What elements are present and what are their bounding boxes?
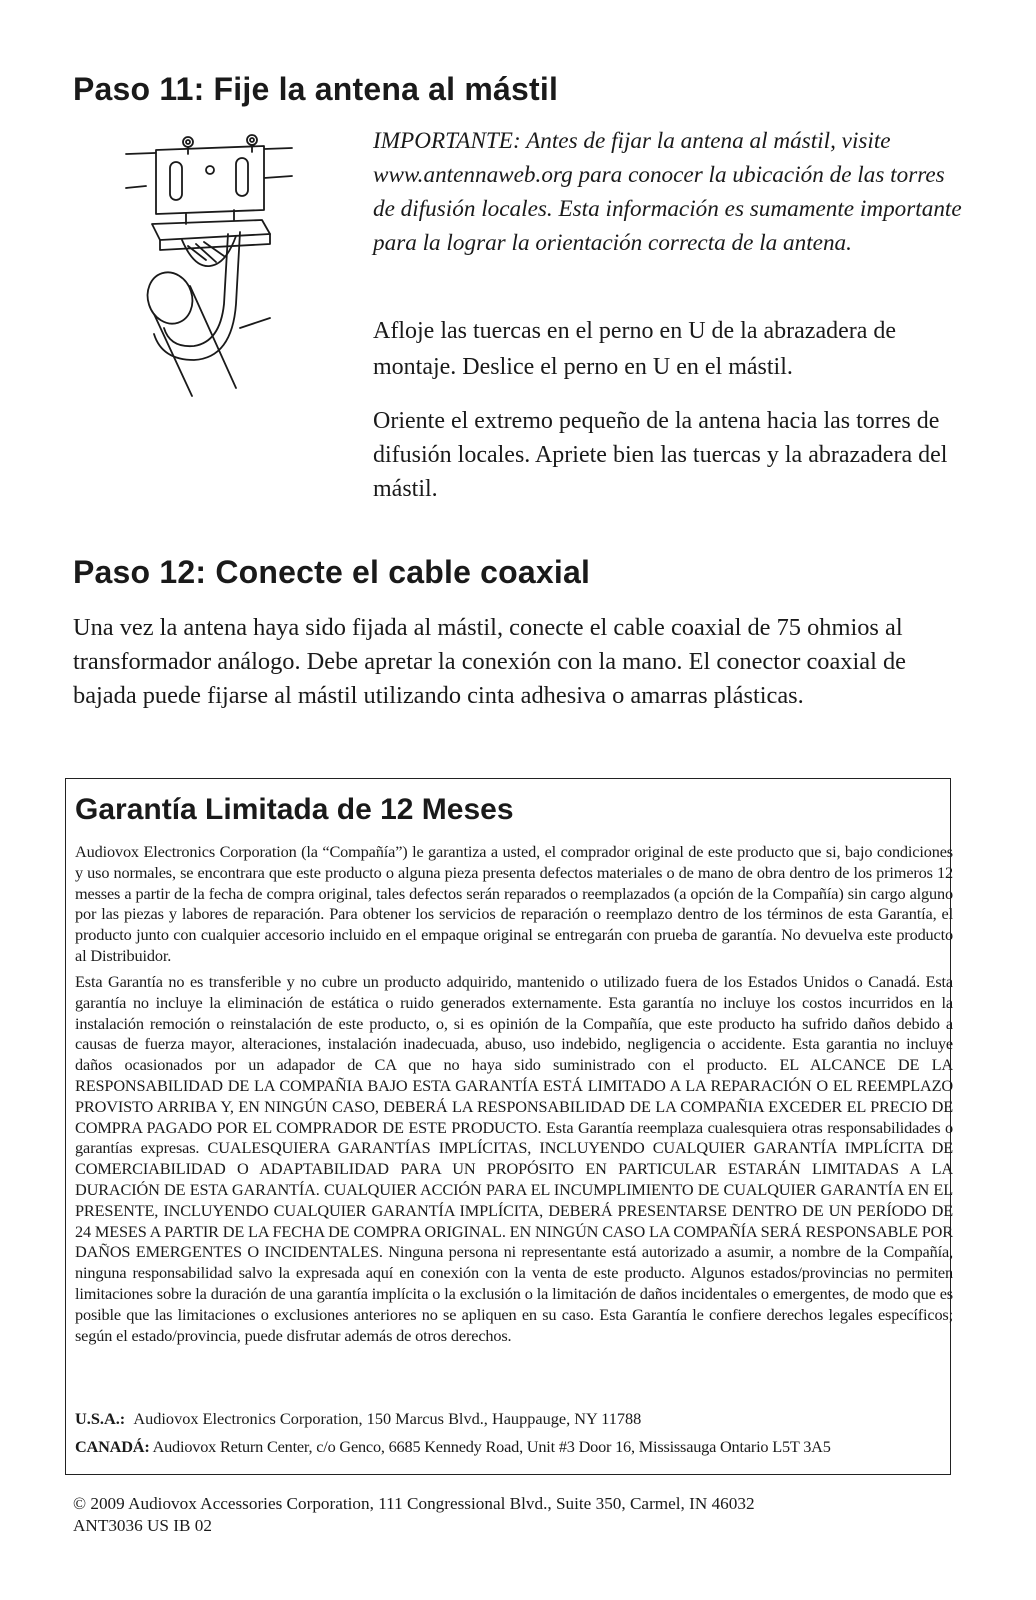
antenna-mast-clamp-illustration (124, 128, 304, 398)
step11-instruction-loosen: Afloje las tuercas en el perno en U de la abrazadera de montaje. Deslice el perno en U en el mástil. (373, 318, 897, 380)
step12-heading: Paso 12: Conecte el cable coaxial (73, 554, 591, 590)
copyright-line: © 2009 Audiovox Accessories Corporation, 111 Congressional Blvd., Suite 350, Carmel, IN 46032 (73, 1494, 755, 1513)
canada-address-text: Audiovox Return Center, c/o Genco, 6685 Kennedy Road, Unit #3 Door 16, Mississauga Ontario L5T 3A5 (152, 1437, 831, 1456)
step11-instruction-orient: Oriente el extremo pequeño de la antena hacia las torres de difusión locales. Apriete bien las tuercas y la abrazadera del mástil. (373, 408, 948, 502)
warranty-paragraph-exclusions: Esta Garantía no es transferible y no cubre un producto adquirido, mantenido o utilizado fuera de los Estados Unidos o Canadá. Esta garantía no incluye la eliminación de estática o ruido generados externamente. Esta garantía no incluye los costos incurridos en la instalación remoción o reinstalación de este producto, o, si es opinión de la Compañía, que este producto ha sufrido daños debido a causas de fuerza mayor, alteraciones, instalación inadecuada, abuso, uso indebido, negligencia o accidente. Esta garantia no incluye daños ocasionados por un adapador de CA que no haya sido suministrado con el producto. EL ALCANCE DE LA RESPONSABILIDAD DE LA COMPAÑIA BAJO ESTA GARANTÍA ESTÁ LIMITADO A LA REPARACIÓN O EL REEMPLAZO PROVISTO ARRIBA Y, EN NINGÚN CASO, DEBERÁ LA RESPONSABILIDAD DE LA COMPAÑIA EXCEDER EL PRECIO DE COMPRA PAGADO POR EL COMPRADOR DE ESTE PRODUCTO. Esta Garantía reemplaza cualesquiera otras responsabilidades o garantías expresas. CUALESQUIERA GARANTÍAS IMPLÍCITAS, INCLUYENDO CUALQUIER GARANTÍA IMPLÍCITA DE COMERCIABILIDAD O ADAPTABILIDAD PARA UN PROPÓSITO EN PARTICULAR ESTARÁN LIMITADAS A LA DURACIÓN DE ESTA GARANTÍA. CUALQUIER ACCIÓN PARA EL INCUMPLIMIENTO DE CUALQUIER GARANTÍA EN EL PRESENTE, INCLUYENDO CUALQUIER GARANTÍA IMPLÍCITA, DEBERÁ PRESENTARSE DENTRO DE UN PERÍODO DE 24 MESES A PARTIR DE LA FECHA DE COMPRA ORIGINAL. EN NINGÚN CASO LA COMPAÑÍA SERÁ RESPONSABLE POR DAÑOS EMERGENTES O INCIDENTALES. Ninguna persona ni representante está autorizado a asumir, a nombre de la Compañía, ninguna responsabilidad salvo la expresada aquí en conexión con la venta de este producto. Algunos estados/provincias no permiten limitaciones sobre la duración de una garantía implícita o la exclusión o la limitación de daños incidentales o emergentes, de modo que es posible que las limitaciones o exclusiones anteriores no se apliquen en su caso. Esta Garantía le confiere derechos legales específicos; según el estado/provincia, puede disfrutar además de otros derechos. (75, 972, 953, 1345)
canada-label: CANADÁ: (75, 1437, 150, 1456)
step11-heading: Paso 11: Fije la antena al mástil (73, 71, 559, 107)
document-code: ANT3036 US IB 02 (73, 1516, 212, 1535)
canada-address (75, 1437, 831, 1457)
warranty-title: Garantía Limitada de 12 Meses (75, 793, 514, 826)
warranty-paragraph-coverage: Audiovox Electronics Corporation (la “Compañía”) le garantiza a usted, el comprador original de este producto que si, bajo condiciones y uso normales, se encontrara que este producto o alguna pieza presenta defectos materiales o de mano de obra dentro de los primeros 12 messes a partir de la fecha de compra original, tales defectos serán reparados o reemplazados (a opción de la Compañía) sin cargo alguno por las piezas y labores de reparación. Para obtener los servicios de reparación o reemplazo dentro de los términos de esta Garantía, el producto junto con cualquier accesorio incluido en el empaque original se entregarán con prueba de garantía. No devuelva este producto al Distribuidor. (75, 842, 953, 965)
warranty-box (65, 778, 951, 1475)
usa-address-text: Audiovox Electronics Corporation, 150 Marcus Blvd., Hauppauge, NY 11788 (133, 1409, 642, 1428)
important-note: IMPORTANTE: Antes de fijar la antena al mástil, visite www.antennaweb.org para conocer la ubicación de las torres de difusión locales. Esta información es sumamente importante para la lograr la orientación correcta de la antena. (373, 128, 962, 256)
step12-body: Una vez la antena haya sido fijada al mástil, conecte el cable coaxial de 75 ohmios al transformador análogo. Debe apretar la conexión con la mano. El conector coaxial de bajada puede fijarse al mástil utilizando cinta adhesiva o amarras plásticas. (73, 614, 906, 709)
usa-label: U.S.A.: (75, 1409, 126, 1428)
usa-address (75, 1409, 641, 1429)
